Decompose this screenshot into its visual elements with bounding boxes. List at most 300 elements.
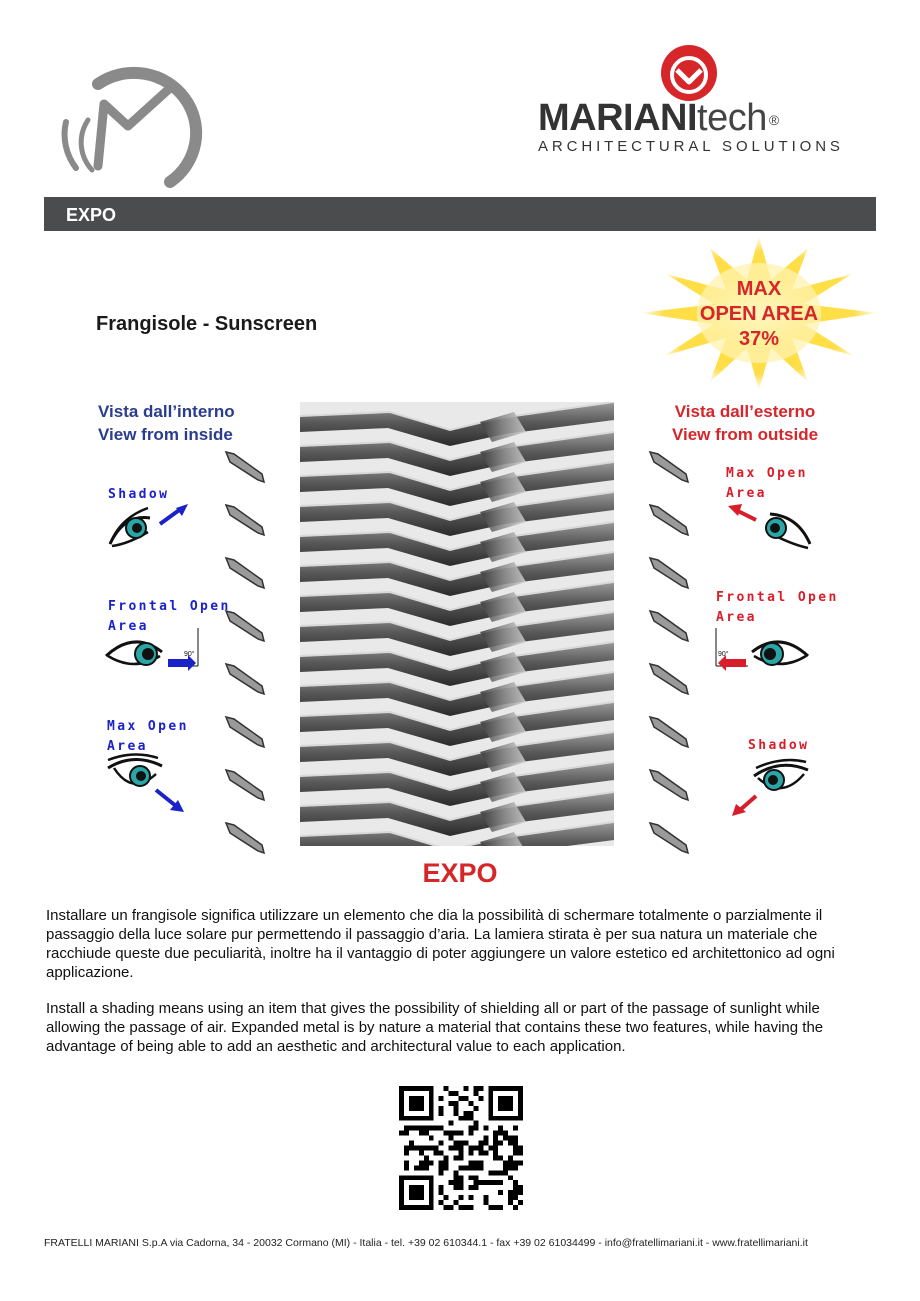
qr-module <box>439 1185 444 1190</box>
qr-module <box>473 1185 478 1190</box>
badge-line-3: 37% <box>738 328 780 350</box>
qr-module <box>493 1136 498 1141</box>
page-title: Frangisole - Sunscreen <box>96 313 318 335</box>
qr-module <box>483 1200 488 1205</box>
qr-module <box>518 1190 523 1195</box>
outside-heading-en: View from outside <box>671 425 819 444</box>
qr-module <box>454 1111 459 1116</box>
qr-module <box>488 1170 493 1175</box>
badge-line-2: OPEN AREA <box>699 303 819 325</box>
qr-module <box>424 1165 429 1170</box>
qr-module <box>454 1091 459 1096</box>
qr-finder-module <box>399 1200 404 1205</box>
qr-module <box>444 1131 449 1136</box>
slat-profile <box>226 664 264 694</box>
qr-module <box>439 1165 444 1170</box>
qr-module <box>503 1165 508 1170</box>
qr-finder-module <box>399 1096 404 1101</box>
qr-module <box>449 1121 454 1126</box>
qr-module <box>444 1195 449 1200</box>
qr-finder-module <box>429 1101 434 1106</box>
qr-module <box>454 1180 459 1185</box>
inside-heading-en: View from inside <box>98 425 233 444</box>
qr-finder-module <box>409 1101 414 1106</box>
slat-profile <box>226 823 264 853</box>
qr-finder-module <box>399 1175 404 1180</box>
qr-module <box>419 1126 424 1131</box>
qr-finder-module <box>493 1116 498 1121</box>
qr-finder-module <box>429 1195 434 1200</box>
qr-finder-module <box>488 1106 493 1111</box>
qr-finder-module <box>419 1175 424 1180</box>
qr-module <box>429 1136 434 1141</box>
qr-module <box>478 1165 483 1170</box>
qr-module <box>459 1096 464 1101</box>
qr-module <box>454 1200 459 1205</box>
qr-finder-module <box>493 1086 498 1091</box>
qr-finder-module <box>399 1116 404 1121</box>
qr-module <box>498 1141 503 1146</box>
qr-module <box>473 1146 478 1151</box>
qr-finder-module <box>419 1106 424 1111</box>
qr-module <box>404 1150 409 1155</box>
section-bar-label: EXPO <box>66 205 117 225</box>
qr-module <box>414 1126 419 1131</box>
qr-module <box>468 1101 473 1106</box>
qr-module <box>498 1205 503 1210</box>
qr-finder-module <box>429 1200 434 1205</box>
qr-finder-module <box>508 1086 513 1091</box>
qr-module <box>513 1146 518 1151</box>
qr-module <box>513 1180 518 1185</box>
qr-module <box>468 1111 473 1116</box>
eye-frontal-outside-icon <box>714 622 810 686</box>
qr-module <box>454 1141 459 1146</box>
qr-finder-module <box>424 1205 429 1210</box>
slat-profile <box>650 558 688 588</box>
qr-finder-module <box>414 1116 419 1121</box>
qr-module <box>518 1150 523 1155</box>
qr-finder-module <box>399 1180 404 1185</box>
qr-finder-module <box>414 1205 419 1210</box>
qr-finder-module <box>488 1116 493 1121</box>
qr-finder-module <box>419 1096 424 1101</box>
qr-module <box>513 1195 518 1200</box>
qr-finder-module <box>419 1116 424 1121</box>
qr-finder-module <box>429 1205 434 1210</box>
qr-finder-module <box>419 1195 424 1200</box>
description-english: Install a shading means using an item that gives the possibility of shielding all or part of the passage of sunlight while allowing the passage of air. Expanded metal is by nature a material that contains these two features, while having the advantage of being able to add an aesthetic and architectural value to each application. <box>46 1000 824 1055</box>
qr-module <box>493 1205 498 1210</box>
qr-finder-module <box>498 1096 503 1101</box>
qr-module <box>424 1131 429 1136</box>
qr-module <box>513 1150 518 1155</box>
qr-module <box>454 1101 459 1106</box>
qr-finder-module <box>409 1175 414 1180</box>
qr-module <box>463 1086 468 1091</box>
qr-module <box>513 1185 518 1190</box>
slat-profile <box>226 717 264 747</box>
qr-module <box>439 1200 444 1205</box>
qr-module <box>439 1106 444 1111</box>
qr-finder-module <box>404 1205 409 1210</box>
qr-module <box>518 1160 523 1165</box>
qr-module <box>459 1141 464 1146</box>
qr-module <box>459 1116 464 1121</box>
qr-module <box>473 1126 478 1131</box>
eye-frontal-inside-icon <box>104 622 200 686</box>
qr-module <box>444 1205 449 1210</box>
qr-module <box>513 1160 518 1165</box>
qr-module <box>513 1190 518 1195</box>
qr-finder-module <box>419 1086 424 1091</box>
qr-module <box>444 1165 449 1170</box>
qr-module <box>449 1091 454 1096</box>
qr-module <box>508 1141 513 1146</box>
qr-finder-module <box>414 1106 419 1111</box>
qr-finder-module <box>399 1106 404 1111</box>
qr-finder-module <box>503 1096 508 1101</box>
slat-profiles-outside <box>646 450 692 870</box>
qr-finder-module <box>409 1086 414 1091</box>
qr-module <box>473 1121 478 1126</box>
qr-module <box>434 1126 439 1131</box>
qr-finder-module <box>419 1190 424 1195</box>
qr-module <box>419 1131 424 1136</box>
qr-module <box>454 1106 459 1111</box>
qr-module <box>409 1146 414 1151</box>
qr-module <box>468 1185 473 1190</box>
qr-finder-module <box>414 1096 419 1101</box>
qr-finder-module <box>429 1180 434 1185</box>
qr-module <box>488 1146 493 1151</box>
qr-module <box>483 1141 488 1146</box>
qr-module <box>473 1106 478 1111</box>
qr-finder-module <box>419 1185 424 1190</box>
qr-module <box>468 1160 473 1165</box>
slat-profile <box>226 558 264 588</box>
qr-module <box>459 1155 464 1160</box>
qr-finder-module <box>414 1175 419 1180</box>
qr-module <box>468 1175 473 1180</box>
qr-finder-module <box>409 1205 414 1210</box>
image-caption: EXPO <box>422 858 498 888</box>
qr-module <box>459 1165 464 1170</box>
slat-profiles-inside <box>222 450 268 870</box>
qr-module <box>488 1180 493 1185</box>
qr-finder-module <box>429 1091 434 1096</box>
qr-finder-module <box>414 1086 419 1091</box>
slat-profile <box>650 770 688 800</box>
qr-module <box>459 1131 464 1136</box>
qr-module <box>468 1195 473 1200</box>
expanded-metal-image <box>300 402 614 846</box>
badge-line-1: MAX <box>736 278 782 300</box>
qr-module <box>508 1175 513 1180</box>
qr-module <box>419 1150 424 1155</box>
slat-profile <box>226 770 264 800</box>
qr-finder-module <box>513 1116 518 1121</box>
qr-module <box>444 1086 449 1091</box>
qr-module <box>444 1155 449 1160</box>
qr-finder-module <box>488 1091 493 1096</box>
qr-finder-module <box>488 1111 493 1116</box>
qr-finder-module <box>518 1091 523 1096</box>
qr-module <box>498 1180 503 1185</box>
qr-finder-module <box>419 1205 424 1210</box>
qr-finder-module <box>414 1101 419 1106</box>
brand-name <box>538 98 779 138</box>
qr-finder-module <box>404 1175 409 1180</box>
qr-module <box>498 1170 503 1175</box>
qr-finder-module <box>414 1195 419 1200</box>
qr-module <box>409 1141 414 1146</box>
qr-module <box>513 1205 518 1210</box>
brand-name-bold: MARIANI <box>538 97 698 139</box>
qr-finder-module <box>424 1175 429 1180</box>
inside-heading-it: Vista dall’interno <box>98 402 235 421</box>
qr-module <box>463 1116 468 1121</box>
brand-emblem-icon <box>660 44 718 102</box>
qr-module <box>449 1180 454 1185</box>
qr-module <box>459 1150 464 1155</box>
qr-finder-module <box>513 1086 518 1091</box>
qr-module <box>513 1136 518 1141</box>
qr-module <box>463 1111 468 1116</box>
qr-module <box>493 1155 498 1160</box>
qr-module <box>444 1160 449 1165</box>
qr-module <box>508 1160 513 1165</box>
qr-finder-module <box>414 1185 419 1190</box>
qr-module <box>459 1180 464 1185</box>
inside-label-shadow: Shadow <box>108 487 170 502</box>
slat-profile <box>226 505 264 535</box>
qr-finder-module <box>488 1086 493 1091</box>
qr-module <box>439 1150 444 1155</box>
qr-module <box>439 1160 444 1165</box>
qr-module <box>468 1146 473 1151</box>
qr-finder-module <box>503 1101 508 1106</box>
open-area-badge <box>660 277 858 352</box>
slat-profile <box>650 717 688 747</box>
qr-module <box>498 1126 503 1131</box>
qr-module <box>424 1155 429 1160</box>
qr-module <box>493 1146 498 1151</box>
description-italian: Installare un frangisole significa utilizzare un elemento che dia la possibilità di schermare totalmente o parzialmente il passaggio della luce solare pur permettendo il passaggio d’aria. La lamiera stirata è per sua natura un materiale che racchiude queste due peculiarità, inoltre ha il vantaggio di poter aggiungere un valore estetico ed architettonico ad ogni applicazione. <box>46 907 835 981</box>
qr-finder-module <box>399 1086 404 1091</box>
slat-profile <box>650 611 688 641</box>
qr-finder-module <box>498 1101 503 1106</box>
inside-label-maxopen: Max Open Area <box>107 719 189 754</box>
eye-maxopen-outside-icon <box>720 498 816 562</box>
qr-module <box>449 1101 454 1106</box>
qr-module <box>459 1146 464 1151</box>
qr-module <box>439 1111 444 1116</box>
qr-module <box>468 1126 473 1131</box>
section-bar <box>44 197 876 231</box>
qr-finder-module <box>508 1096 513 1101</box>
qr-module <box>439 1141 444 1146</box>
qr-finder-module <box>429 1096 434 1101</box>
qr-finder-module <box>409 1195 414 1200</box>
qr-finder-module <box>508 1116 513 1121</box>
qr-finder-module <box>414 1190 419 1195</box>
qr-finder-module <box>498 1106 503 1111</box>
qr-finder-module <box>518 1101 523 1106</box>
qr-finder-module <box>429 1185 434 1190</box>
qr-module <box>468 1150 473 1155</box>
qr-module <box>454 1131 459 1136</box>
qr-finder-module <box>518 1096 523 1101</box>
slat-profile <box>226 611 264 641</box>
eye-shadow-inside-icon <box>104 500 200 564</box>
qr-module <box>468 1205 473 1210</box>
qr-module <box>508 1136 513 1141</box>
qr-module <box>449 1131 454 1136</box>
qr-finder-module <box>399 1205 404 1210</box>
qr-finder-module <box>404 1116 409 1121</box>
qr-module <box>419 1165 424 1170</box>
qr-finder-module <box>399 1101 404 1106</box>
brand-name-light: tech <box>697 97 767 139</box>
qr-module <box>493 1170 498 1175</box>
qr-module <box>424 1146 429 1151</box>
qr-module <box>414 1146 419 1151</box>
qr-module <box>449 1205 454 1210</box>
qr-module <box>454 1146 459 1151</box>
qr-module <box>454 1170 459 1175</box>
slat-profile <box>650 823 688 853</box>
qr-module <box>503 1131 508 1136</box>
qr-code-icon <box>399 1086 523 1210</box>
qr-finder-module <box>503 1106 508 1111</box>
qr-module <box>434 1146 439 1151</box>
qr-module <box>478 1096 483 1101</box>
qr-module <box>468 1116 473 1121</box>
qr-module <box>508 1155 513 1160</box>
qr-module <box>454 1175 459 1180</box>
qr-module <box>508 1195 513 1200</box>
qr-module <box>463 1096 468 1101</box>
qr-module <box>439 1126 444 1131</box>
slat-profile <box>650 452 688 482</box>
qr-finder-module <box>498 1116 503 1121</box>
qr-finder-module <box>508 1101 513 1106</box>
company-logo-icon <box>58 64 206 194</box>
outside-label-frontal: Frontal Open Area <box>716 590 839 625</box>
qr-finder-module <box>424 1086 429 1091</box>
qr-finder-module <box>399 1190 404 1195</box>
qr-finder-module <box>419 1101 424 1106</box>
qr-finder-module <box>429 1111 434 1116</box>
outside-heading-it: Vista dall’esterno <box>674 402 816 421</box>
qr-module <box>404 1160 409 1165</box>
qr-module <box>424 1160 429 1165</box>
qr-module <box>429 1146 434 1151</box>
qr-finder-module <box>409 1096 414 1101</box>
qr-module <box>478 1180 483 1185</box>
qr-module <box>483 1136 488 1141</box>
qr-module <box>473 1180 478 1185</box>
qr-module <box>493 1180 498 1185</box>
qr-module <box>493 1141 498 1146</box>
brand-tagline: ARCHITECTURAL SOLUTIONS <box>538 138 844 155</box>
qr-module <box>478 1150 483 1155</box>
qr-module <box>478 1141 483 1146</box>
qr-module <box>473 1175 478 1180</box>
qr-module <box>508 1200 513 1205</box>
qr-module <box>459 1185 464 1190</box>
inside-view-heading <box>98 400 235 446</box>
qr-finder-module <box>429 1106 434 1111</box>
qr-module <box>419 1160 424 1165</box>
qr-module <box>454 1185 459 1190</box>
qr-finder-module <box>518 1106 523 1111</box>
slat-profile <box>226 452 264 482</box>
qr-finder-module <box>429 1175 434 1180</box>
qr-module <box>404 1126 409 1131</box>
qr-module <box>463 1165 468 1170</box>
qr-finder-module <box>518 1086 523 1091</box>
qr-module <box>454 1155 459 1160</box>
qr-finder-module <box>429 1086 434 1091</box>
qr-module <box>429 1126 434 1131</box>
qr-finder-module <box>409 1116 414 1121</box>
qr-module <box>434 1150 439 1155</box>
qr-finder-module <box>409 1190 414 1195</box>
qr-finder-module <box>429 1116 434 1121</box>
qr-finder-module <box>503 1086 508 1091</box>
eye-shadow-outside-icon <box>722 754 818 818</box>
qr-module <box>439 1170 444 1175</box>
qr-module <box>483 1126 488 1131</box>
qr-finder-module <box>399 1111 404 1116</box>
qr-module <box>473 1091 478 1096</box>
qr-module <box>459 1205 464 1210</box>
qr-module <box>463 1205 468 1210</box>
qr-module <box>483 1195 488 1200</box>
qr-module <box>503 1170 508 1175</box>
qr-finder-module <box>409 1185 414 1190</box>
qr-module <box>449 1146 454 1151</box>
eye-maxopen-inside-icon <box>104 752 200 816</box>
qr-module <box>404 1131 409 1136</box>
qr-module <box>518 1146 523 1151</box>
qr-module <box>513 1165 518 1170</box>
qr-finder-module <box>429 1190 434 1195</box>
angle-label-right: 90° <box>718 651 729 658</box>
qr-module <box>414 1165 419 1170</box>
qr-module <box>468 1131 473 1136</box>
qr-module <box>404 1165 409 1170</box>
qr-finder-module <box>488 1096 493 1101</box>
qr-module <box>429 1160 434 1165</box>
qr-module <box>483 1180 488 1185</box>
qr-finder-module <box>518 1111 523 1116</box>
qr-module <box>508 1190 513 1195</box>
qr-module <box>498 1131 503 1136</box>
qr-module <box>473 1160 478 1165</box>
qr-finder-module <box>399 1185 404 1190</box>
qr-module <box>424 1126 429 1131</box>
qr-module <box>513 1126 518 1131</box>
slat-profile <box>650 664 688 694</box>
qr-module <box>449 1136 454 1141</box>
qr-module <box>498 1190 503 1195</box>
qr-module <box>493 1150 498 1155</box>
qr-finder-module <box>424 1116 429 1121</box>
qr-module <box>419 1146 424 1151</box>
